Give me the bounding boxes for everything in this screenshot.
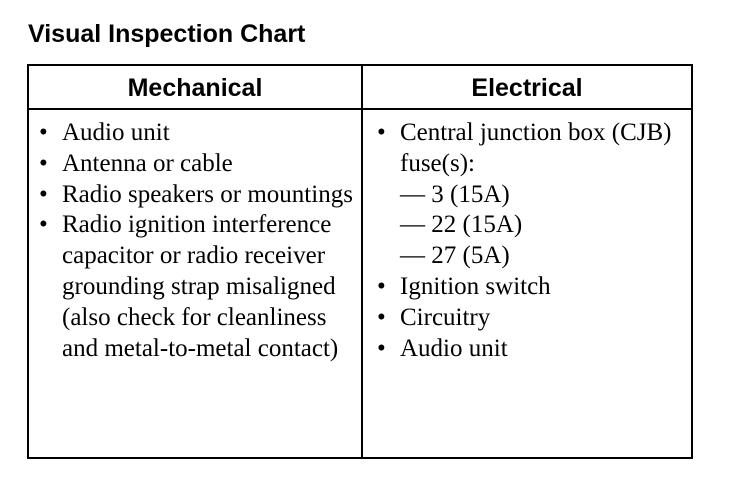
item-text: Central junction box (CJB) fuse(s): <box>400 119 672 177</box>
list-item <box>375 118 685 272</box>
fuse-item: — 27 (5A) <box>400 242 510 270</box>
list-item <box>37 118 357 149</box>
list-item <box>37 180 357 211</box>
item-text: Audio unit <box>62 119 170 146</box>
item-text: Ignition switch <box>400 272 551 300</box>
item-text: Radio speakers or mountings <box>62 180 353 208</box>
bullet-icon: • <box>377 119 386 146</box>
item-text: Radio ignition interference capacitor or radio receiver grounding strap misaligned (also check for cleanliness and metal-to-metal contact) <box>62 211 339 362</box>
inspection-table <box>27 64 693 459</box>
fuse-list <box>400 180 685 272</box>
item-text: Circuitry <box>400 303 491 331</box>
fuse-item: — 22 (15A) <box>400 211 523 239</box>
list-item <box>375 272 685 303</box>
list-item <box>375 303 685 334</box>
bullet-icon: • <box>39 149 48 177</box>
header-divider <box>29 108 691 110</box>
bullet-icon: • <box>377 334 386 362</box>
bullet-icon: • <box>377 303 386 331</box>
bullet-icon: • <box>39 119 48 146</box>
mechanical-list <box>37 118 357 364</box>
item-text: Audio unit <box>400 334 508 362</box>
bullet-icon: • <box>39 180 48 208</box>
bullet-icon: • <box>377 272 386 300</box>
electrical-list <box>375 118 685 364</box>
chart-title: Visual Inspection Chart <box>28 20 306 48</box>
electrical-header: Electrical <box>471 74 583 102</box>
mechanical-column <box>37 118 357 364</box>
mechanical-header: Mechanical <box>127 74 263 102</box>
list-item <box>37 149 357 180</box>
bullet-icon: • <box>39 211 48 239</box>
list-item <box>37 210 357 364</box>
item-text: Antenna or cable <box>62 149 233 177</box>
list-item <box>375 334 685 365</box>
electrical-column <box>375 118 685 364</box>
column-divider <box>361 66 363 457</box>
fuse-item: — 3 (15A) <box>400 180 510 208</box>
